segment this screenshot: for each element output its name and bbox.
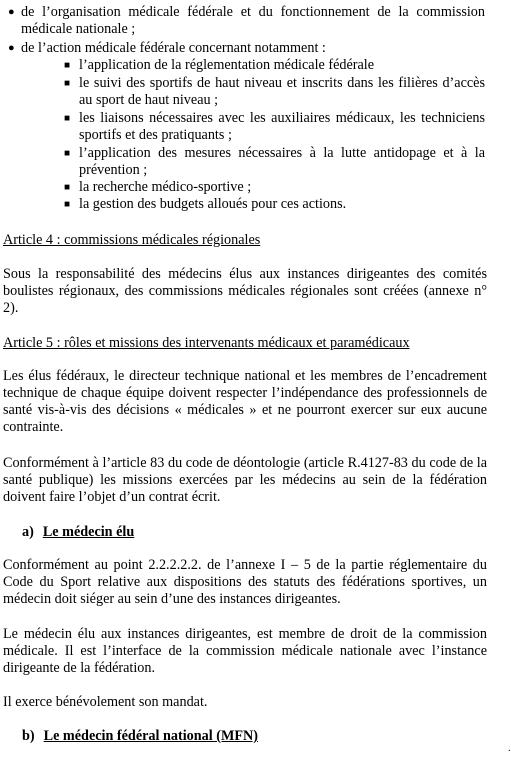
bullet-icon: ●	[8, 6, 15, 18]
square-bullet-icon: ■	[64, 182, 71, 193]
list-item: ● de l’organisation médicale fédérale et du fonctionnement de la commission médicale nationale ;	[8, 4, 485, 37]
section-a-paragraph-3: Il exerce bénévolement son mandat.	[3, 694, 208, 710]
section-b-heading: b) Le médecin fédéral national (MFN)	[22, 728, 258, 744]
sub-list-item: ■ le suivi des sportifs de haut niveau et inscrits dans les filières d’accès au sport de haut niveau ;	[64, 75, 485, 108]
article-5-paragraph-1: Les élus fédéraux, le directeur technique national et les membres de l’encadrement technique de chaque équipe doivent respecter l’indépendance des professionnels de santé vis-à-vis des décisions « médicales » et ne pourront exercer sur eux aucune contrainte.	[3, 368, 487, 435]
square-bullet-icon: ■	[64, 113, 71, 124]
section-a-paragraph-1: Conformément au point 2.2.2.2.2. de l’annexe I – 5 de la partie réglementaire du Code du Sport relative aux dispositions des statuts des fédérations sportives, un médecin doit siéger au sein d’une des instances dirigeantes.	[3, 557, 487, 607]
square-bullet-icon: ■	[64, 148, 71, 159]
bullet-icon: ●	[8, 42, 15, 54]
section-a-heading: a) Le médecin élu	[22, 524, 135, 540]
article-5-heading: Article 5 : rôles et missions des intervenants médicaux et paramédicaux	[3, 335, 410, 351]
sub-list-item: ■ la gestion des budgets alloués pour ces actions.	[64, 196, 347, 212]
edge-mark: .	[508, 743, 511, 754]
sub-list-item: ■ la recherche médico-sportive ;	[64, 179, 252, 195]
article-4-paragraph: Sous la responsabilité des médecins élus aux instances dirigeantes des comités boulistes régionaux, des commissions médicales régionales sont créées (annexe n° 2).	[3, 266, 487, 316]
list-item: ● de l’action médicale fédérale concernant notamment :	[8, 40, 326, 56]
sub-list-item: ■ l’application des mesures nécessaires à la lutte antidopage et à la prévention ;	[64, 145, 485, 178]
section-a-paragraph-2: Le médecin élu aux instances dirigeantes, est membre de droit de la commission médicale. Il est l’interface de la commission médicale nationale avec l’instance dirigeante de la fédération.	[3, 626, 487, 676]
article-5-paragraph-2: Conformément à l’article 83 du code de déontologie (article R.4127-83 du code de la santé publique) les missions exercées par les médecins au sein de la fédération doivent faire l’objet d’un contrat écrit.	[3, 455, 487, 505]
square-bullet-icon: ■	[64, 78, 71, 89]
square-bullet-icon: ■	[64, 199, 71, 210]
sub-list-item: ■ les liaisons nécessaires avec les auxiliaires médicaux, les techniciens sportifs et des pratiquants ;	[64, 110, 485, 143]
square-bullet-icon: ■	[64, 60, 71, 71]
article-4-heading: Article 4 : commissions médicales régionales	[3, 232, 261, 248]
sub-list-item: ■ l’application de la réglementation médicale fédérale	[64, 57, 375, 73]
